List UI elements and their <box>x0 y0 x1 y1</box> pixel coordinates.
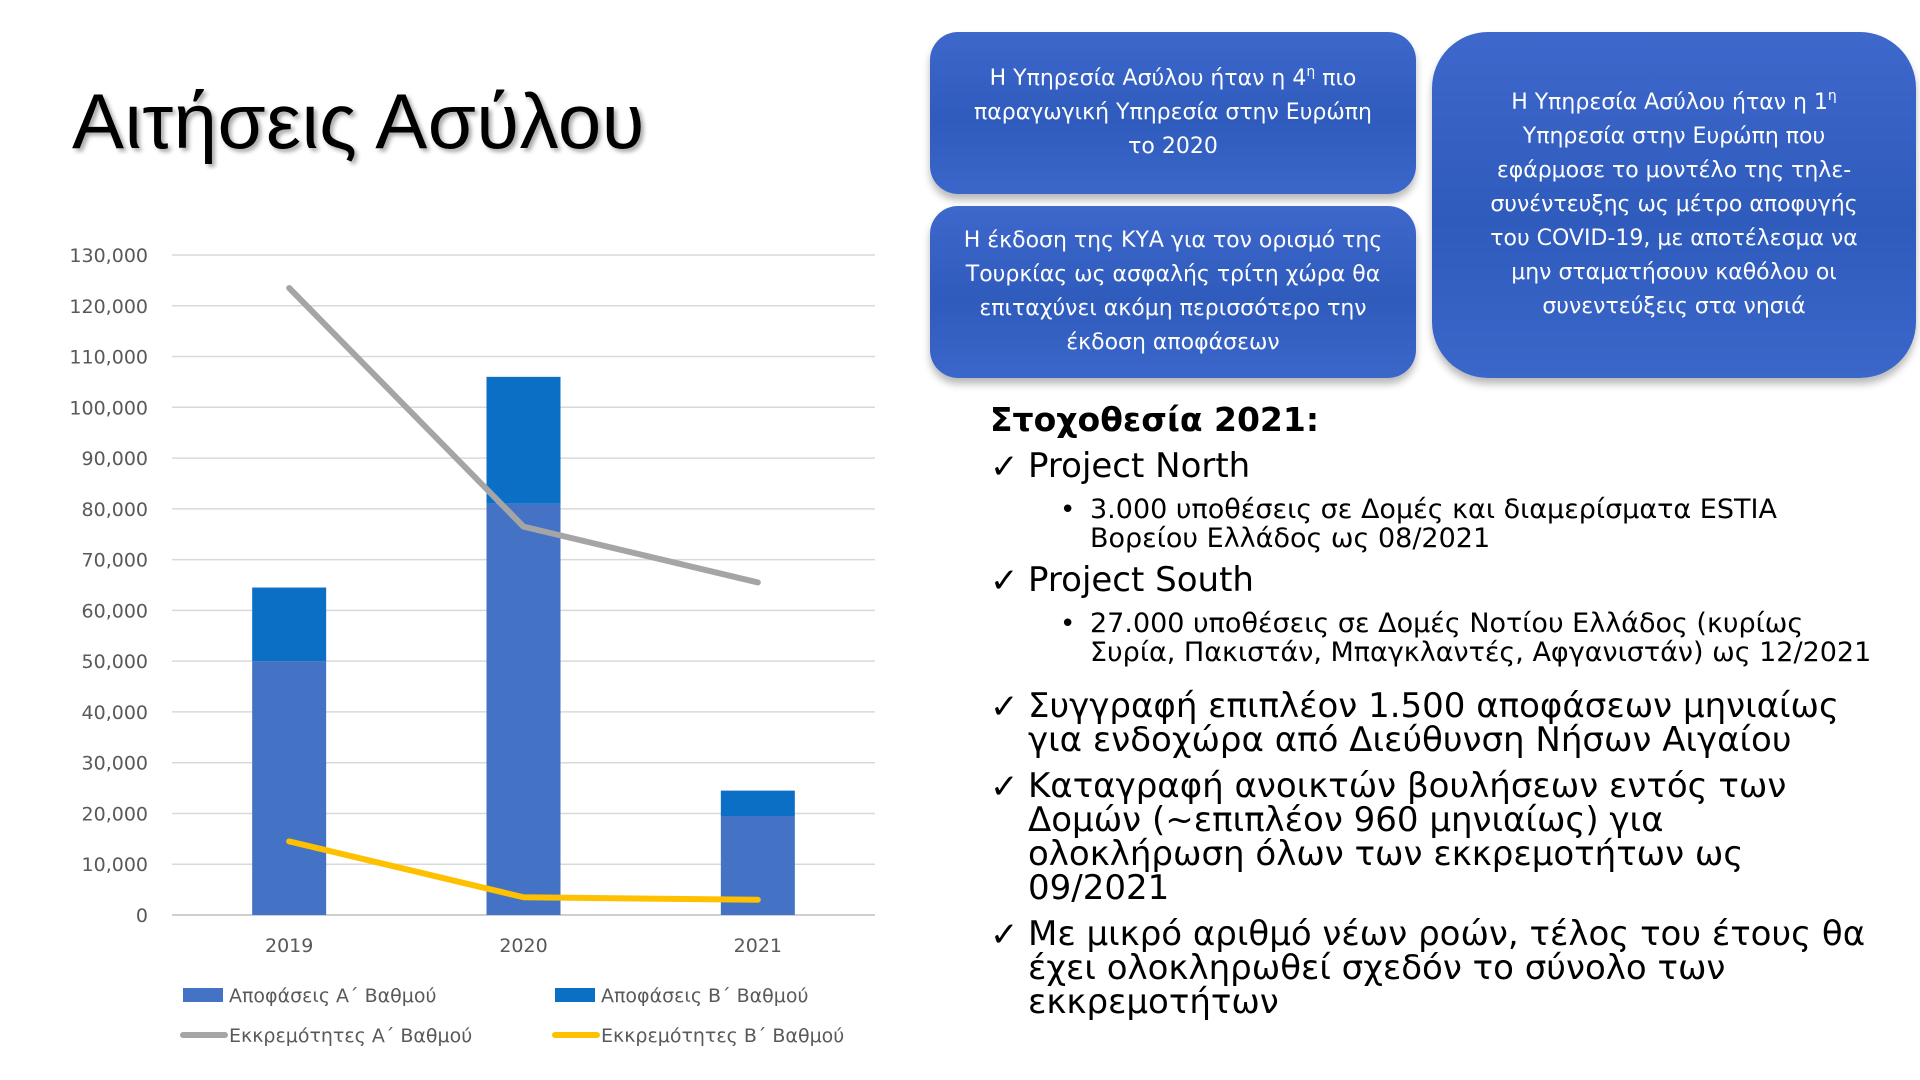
box1-line2: παραγωγική Υπηρεσία στην Ευρώπη <box>973 100 1372 125</box>
legend-swatch <box>555 988 595 1002</box>
box3-line: Η Υπηρεσία Ασύλου ήταν η $1^\eta$ <box>1511 88 1837 115</box>
line-point <box>287 839 292 844</box>
y-tick-label: 60,000 <box>81 600 148 623</box>
info-box-covid <box>1432 32 1916 378</box>
line-point <box>755 897 760 902</box>
y-tick-label: 50,000 <box>81 651 148 674</box>
line-point <box>755 580 760 585</box>
goal-text: Με μικρό αριθμό νέων ροών, τέλος του έτους θα έχει ολοκληρωθεί σχεδόν το σύνολο των εκκρεμοτήτων <box>1028 914 1866 1022</box>
y-tick-label: 100,000 <box>69 397 148 420</box>
legend-label: Εκκρεμότητες Α΄ Βαθμού <box>229 1025 473 1047</box>
y-tick-label: 0 <box>135 905 148 927</box>
x-tick-label: 2021 <box>733 935 783 957</box>
box3-line: εφάρμοσε το μοντέλο της τηλε- <box>1496 158 1852 183</box>
goal-subtext: 3.000 υποθέσεις σε Δομές και διαμερίσματα ESTIA Βορείου Ελλάδος ως 08/2021 <box>1090 494 1777 554</box>
y-axis-ticks <box>69 245 148 927</box>
goal-text: Project North <box>1028 446 1251 486</box>
asylum-chart <box>0 220 900 1060</box>
info-box-kya <box>930 206 1416 378</box>
y-tick-label: 80,000 <box>81 498 148 521</box>
checkmark-icon: ✓ <box>990 767 1019 807</box>
bar-segment-b <box>252 588 326 662</box>
legend-label: Εκκρεμότητες Β΄ Βαθμού <box>601 1025 845 1047</box>
line-point <box>521 524 526 529</box>
legend-label: Αποφάσεις Α΄ Βαθμού <box>229 985 437 1007</box>
y-tick-label: 40,000 <box>81 701 148 724</box>
goal-subitem <box>1060 609 1890 667</box>
bar-segment-b <box>487 377 561 504</box>
box3-line: συνέντευξης ως μέτρο αποφυγής <box>1490 192 1858 217</box>
line-point <box>287 286 292 291</box>
checkmark-icon: ✓ <box>990 915 1019 955</box>
box3-line: μην σταματήσουν καθόλου οι <box>1511 260 1837 285</box>
y-tick-label: 120,000 <box>69 295 148 318</box>
bullet-icon: • <box>1060 609 1076 639</box>
y-tick-label: 70,000 <box>81 549 148 572</box>
bar-segment-a <box>252 661 326 915</box>
goals-section <box>990 400 1890 1022</box>
goal-subtext: 27.000 υποθέσεις σε Δομές Νοτίου Ελλάδος (κυρίως Συρία, Πακιστάν, Μπαγκλαντές, Αφγανιστάν) ως 12/2021 <box>1090 608 1872 668</box>
goal-text: Συγγραφή επιπλέον 1.500 αποφάσεων μηνιαίως για ενδοχώρα από Διεύθυνση Νήσων Αιγαίου <box>1028 686 1839 760</box>
bar-segment-b <box>721 791 795 816</box>
y-tick-label: 130,000 <box>69 245 148 267</box>
goal-subitem <box>1060 495 1890 553</box>
goal-item <box>990 686 1890 760</box>
box2-line: Τουρκίας ως ασφαλής τρίτη χώρα θα <box>965 262 1381 287</box>
goal-item <box>990 766 1890 908</box>
goal-item <box>990 560 1890 601</box>
bar-segment-a <box>487 504 561 915</box>
box1-line1: Η Υπηρεσία Ασύλου ήταν η $4^\eta$ πιο <box>989 64 1357 91</box>
checkmark-icon: ✓ <box>990 561 1019 601</box>
checkmark-icon: ✓ <box>990 447 1019 487</box>
box2-line: Η έκδοση της ΚΥΑ για τον ορισμό της <box>963 228 1383 253</box>
goal-item <box>990 446 1890 487</box>
goal-text: Project South <box>1028 560 1254 600</box>
box2-line: έκδοση αποφάσεων <box>1066 330 1280 355</box>
y-tick-label: 110,000 <box>69 346 148 369</box>
box3-line: του COVID-19, με αποτέλεσμα να <box>1490 226 1858 251</box>
page-title: Αιτήσεις Ασύλου <box>72 77 645 165</box>
x-tick-label: 2019 <box>264 935 314 957</box>
y-tick-label: 20,000 <box>81 803 148 826</box>
box3-line: συνεντεύξεις στα νησιά <box>1542 294 1806 319</box>
line-point <box>521 895 526 900</box>
box3-line: Υπηρεσία στην Ευρώπη που <box>1522 124 1826 149</box>
info-box-productivity <box>930 32 1416 194</box>
y-tick-label: 30,000 <box>81 752 148 775</box>
chart-legend <box>183 985 844 1047</box>
x-tick-label: 2020 <box>499 935 548 957</box>
legend-label: Αποφάσεις Β΄ Βαθμού <box>601 985 809 1007</box>
checkmark-icon: ✓ <box>990 687 1019 727</box>
legend-swatch <box>183 988 223 1002</box>
goal-text: Καταγραφή ανοικτών βουλήσεων εντός των Δομών (~επιπλέον 960 μηνιαίως) για ολοκλήρωση όλων των εκκρεμοτήτων ως 09/2021 <box>1028 766 1787 908</box>
goals-title: Στοχοθεσία 2021: <box>990 400 1320 439</box>
box1-line3: το 2020 <box>1128 134 1218 159</box>
goal-item <box>990 914 1890 1022</box>
bullet-icon: • <box>1060 495 1076 525</box>
y-tick-label: 90,000 <box>81 448 148 471</box>
y-tick-label: 10,000 <box>81 854 148 877</box>
x-axis-ticks <box>265 935 782 957</box>
box2-line: επιταχύνει ακόμη περισσότερο την <box>979 296 1367 321</box>
